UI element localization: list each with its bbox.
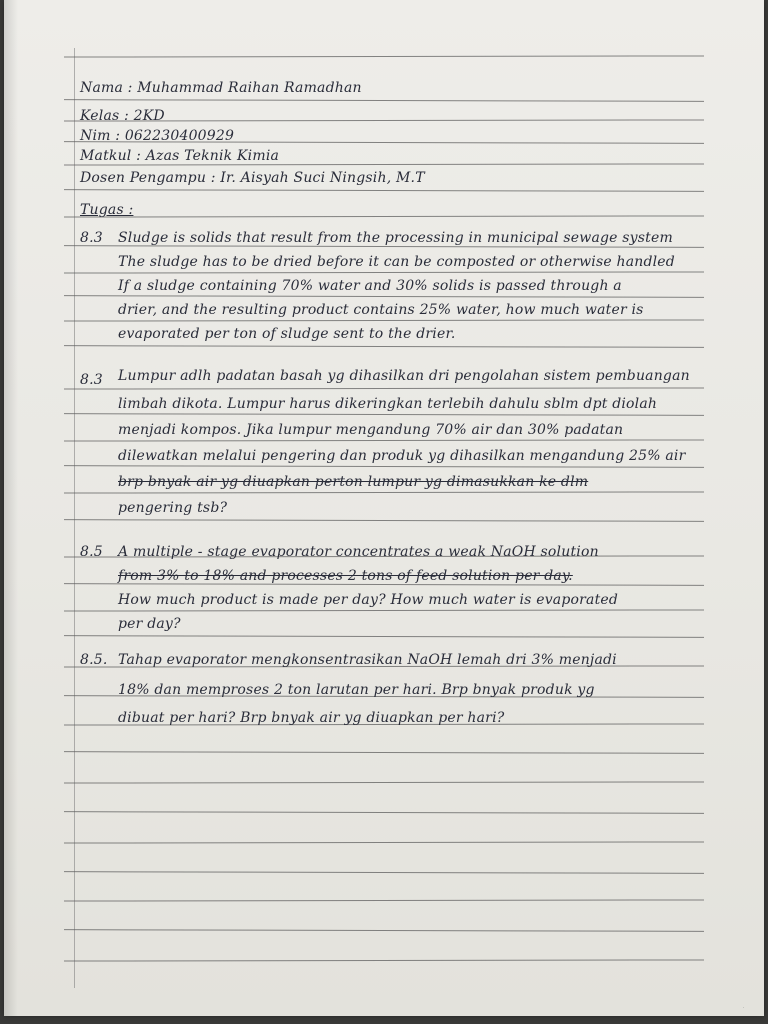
ruled-line xyxy=(64,491,704,493)
problem-line: The sludge has to be dried before it can be composted or otherwise handled xyxy=(118,254,675,270)
ruled-line xyxy=(64,635,704,638)
problem-line: evaporated per ton of sludge sent to the drier. xyxy=(118,326,456,342)
problem-line: per day? xyxy=(118,616,181,632)
ruled-line xyxy=(64,189,704,192)
problem-line: Sludge is solids that result from the processing in municipal sewage system xyxy=(118,230,673,246)
problem-line: menjadi kompos. Jika lumpur mengandung 70% air dan 30% padatan xyxy=(118,422,624,438)
ruled-line xyxy=(64,871,704,874)
problem-line: 18% dan memproses 2 ton larutan per hari. Brp bnyak produk yg xyxy=(118,682,595,698)
assignment-heading: Tugas : xyxy=(80,202,134,218)
ruled-line xyxy=(64,295,704,298)
lecturer-name: Dosen Pengampu : Ir. Aisyah Suci Ningsih, M.T xyxy=(80,170,425,186)
ruled-line xyxy=(64,519,704,522)
ruled-line xyxy=(64,345,704,348)
problem-number: 8.5. xyxy=(80,652,108,668)
ruled-line xyxy=(64,811,704,814)
ruled-line xyxy=(64,319,704,321)
ruled-line xyxy=(64,271,704,273)
ruled-line xyxy=(64,609,704,611)
problem-line: Tahap evaporator mengkonsentrasikan NaOH lemah dri 3% menjadi xyxy=(118,652,617,668)
problem-line-struck: brp bnyak air yg diuapkan perton lumpur yg dimasukkan ke dlm xyxy=(118,474,589,490)
problem-number: 8.5 xyxy=(80,544,103,560)
notebook-page xyxy=(4,0,764,1016)
scan-mark: · xyxy=(742,1005,744,1010)
student-nim: Nim : 062230400929 xyxy=(80,128,235,144)
ruled-line xyxy=(64,841,704,843)
problem-line: pengering tsb? xyxy=(118,500,228,516)
problem-line: If a sludge containing 70% water and 30% solids is passed through a xyxy=(118,278,622,294)
ruled-line xyxy=(64,413,704,416)
student-name: Nama : Muhammad Raihan Ramadhan xyxy=(80,80,362,96)
problem-number: 8.3 xyxy=(80,372,103,388)
ruled-line xyxy=(64,959,704,961)
problem-line: dilewatkan melalui pengering dan produk yg dihasilkan mengandung 25% air xyxy=(118,448,686,464)
ruled-line xyxy=(64,465,704,468)
ruled-line xyxy=(64,55,704,57)
page-shadow xyxy=(4,0,18,1016)
problem-number: 8.3 xyxy=(80,230,103,246)
ruled-line xyxy=(64,929,704,932)
ruled-line xyxy=(64,215,704,217)
ruled-line xyxy=(64,751,704,754)
problem-line: A multiple - stage evaporator concentrates a weak NaOH solution xyxy=(118,544,599,560)
problem-line: How much product is made per day? How much water is evaporated xyxy=(118,592,619,608)
ruled-line xyxy=(64,387,704,389)
problem-line-struck: from 3% to 18% and processes 2 tons of feed solution per day. xyxy=(118,568,573,584)
ruled-line xyxy=(64,99,704,102)
student-class: Kelas : 2KD xyxy=(80,108,165,124)
ruled-line xyxy=(64,781,704,783)
ruled-line xyxy=(64,899,704,901)
problem-line: dibuat per hari? Brp bnyak air yg diuapkan per hari? xyxy=(118,710,505,726)
problem-line: Lumpur adlh padatan basah yg dihasilkan dri pengolahan sistem pembuangan xyxy=(118,368,690,384)
problem-line: drier, and the resulting product contains 25% water, how much water is xyxy=(118,302,644,318)
ruled-line xyxy=(64,439,704,441)
problem-line: limbah dikota. Lumpur harus dikeringkan terlebih dahulu sblm dpt diolah xyxy=(118,396,658,412)
course-name: Matkul : Azas Teknik Kimia xyxy=(80,148,280,164)
